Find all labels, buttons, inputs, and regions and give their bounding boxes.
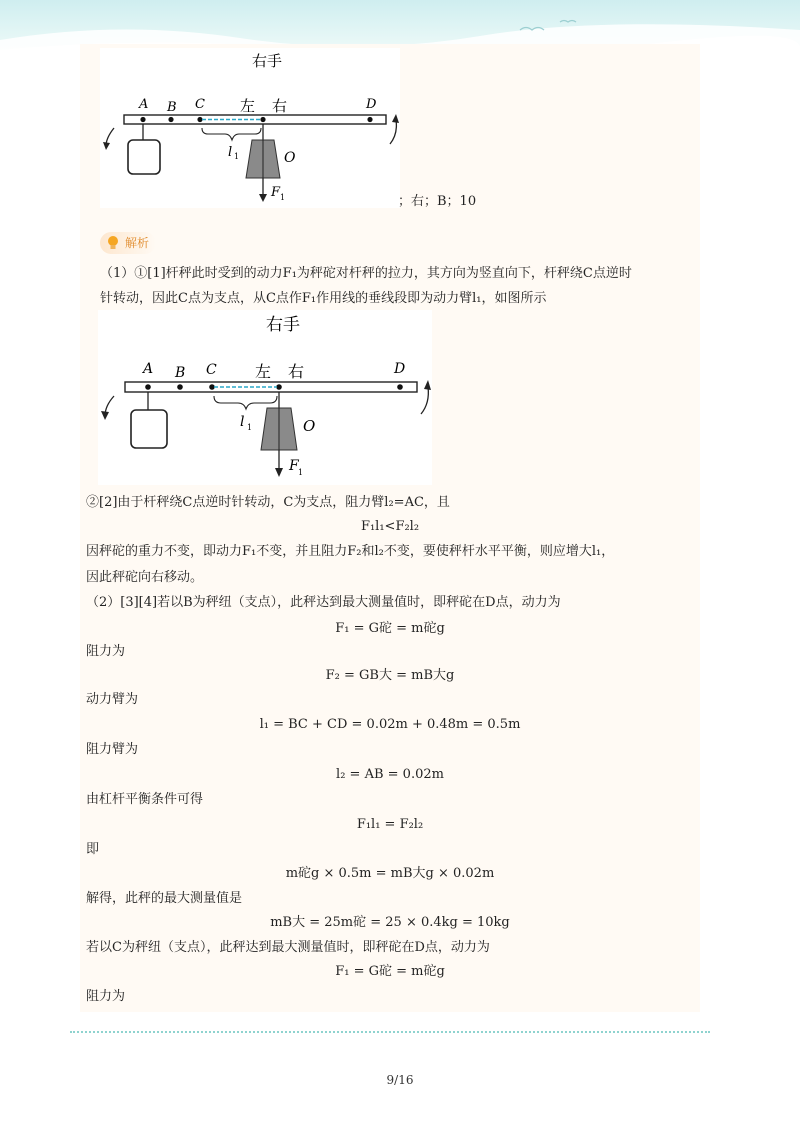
p3-eq7: mB大 = 25m砣 = 25 × 0.4kg = 10kg (270, 915, 510, 930)
label-right: 右 (288, 362, 305, 381)
point-c-dot (209, 384, 215, 390)
point-b-dot (177, 384, 183, 390)
weight-label: O (303, 417, 316, 435)
p3-line8: 若以C为秤纽（支点），此秤达到最大测量值时，即秤砣在D点，动力为 (86, 940, 490, 955)
p3-label6: 即 (86, 842, 100, 857)
label-point-a: A (139, 97, 149, 112)
arm-brace (214, 396, 277, 409)
p3-eq3: l₁ = BC + CD = 0.02m + 0.48m = 0.5m (259, 717, 521, 732)
p2-line1: ②[2]由于杆秤绕C点逆时针转动，C为支点，阻力臂l₂=AC，且 (86, 495, 450, 510)
p3-eq4: l₂ = AB = 0.02m (336, 767, 444, 782)
label-point-b: B (167, 100, 177, 115)
p3-eq1: F₁ = G砣 = m砣g (335, 621, 445, 636)
p3-label2: 阻力为 (86, 644, 126, 659)
p3-label3: 动力臂为 (86, 692, 139, 707)
answer-line: ；右；B；10 (398, 194, 477, 209)
hanging-load (128, 140, 160, 174)
force-label: F (289, 458, 299, 474)
footer-divider (70, 1031, 710, 1033)
force-arrowhead (275, 468, 283, 477)
arm-subscript: 1 (247, 423, 253, 432)
point-b-dot (168, 117, 173, 122)
point-d-dot (397, 384, 403, 390)
p3-line1: （2）[3][4]若以B为秤纽（支点），此秤达到最大测量值时，即秤砣在D点，动力为 (86, 595, 561, 610)
p3-label9: 阻力为 (86, 989, 126, 1004)
p3-label4: 阻力臂为 (86, 742, 139, 757)
p3-label7: 解得，此秤的最大测量值是 (86, 891, 243, 906)
pivot-dot (260, 117, 265, 122)
p3-eq6: m砣g × 0.5m = mB大g × 0.02m (285, 866, 495, 881)
p3-eq5: F₁l₁ = F₂l₂ (356, 817, 424, 832)
arm-label: l (240, 414, 245, 430)
point-a-dot (145, 384, 151, 390)
figure-title: 右手 (252, 52, 283, 70)
label-left: 左 (240, 97, 256, 115)
label-point-c: C (195, 97, 205, 112)
label-point-a: A (143, 361, 154, 377)
rotate-left-arrow (101, 411, 109, 420)
rotate-right-arrow (424, 380, 431, 390)
arm-subscript: 1 (234, 152, 240, 161)
p3-label5: 由杠杆平衡条件可得 (86, 792, 204, 807)
pivot-dot (276, 384, 282, 390)
arm-brace (202, 128, 261, 140)
analysis-badge (100, 232, 156, 254)
label-point-b: B (175, 365, 186, 381)
lever-figure-bottom (98, 310, 432, 485)
analysis-label: 解析 (125, 236, 150, 250)
p1-line2: 针转动，因此C点为支点，从C点作F₁作用线的垂线段即为动力臂l₁，如图所示 (100, 291, 547, 306)
page-number: 9/16 (386, 1073, 414, 1087)
lever-figure-top (100, 48, 400, 208)
label-right: 右 (272, 97, 288, 115)
figure-title: 右手 (266, 315, 300, 335)
arm-label: l (228, 145, 233, 160)
label-point-c: C (206, 362, 217, 378)
label-point-d: D (394, 361, 406, 377)
p3-eq8: F₁ = G砣 = m砣g (335, 964, 445, 979)
rotate-right-arrow (392, 114, 399, 123)
lightbulb-icon (106, 235, 120, 251)
hanging-load (131, 410, 167, 448)
rotate-left-arrow (103, 142, 110, 150)
label-point-d: D (366, 97, 377, 112)
force-subscript: 1 (298, 468, 304, 477)
force-subscript: 1 (280, 193, 286, 202)
point-a-dot (140, 117, 145, 122)
point-c-dot (197, 117, 202, 122)
label-left: 左 (255, 362, 272, 381)
weight-label: O (284, 150, 296, 166)
force-label: F (271, 185, 281, 200)
force-arrowhead (259, 194, 267, 202)
p2-line3: 因此秤砣向右移动。 (86, 570, 204, 585)
point-d-dot (367, 117, 372, 122)
p2-line2: 因秤砣的重力不变，即动力F₁不变，并且阻力F₂和l₂不变，要使秤杆水平平衡，则应增大l₁， (86, 544, 615, 559)
p2-equation: F₁l₁<F₂l₂ (360, 519, 420, 534)
p1-line1: （1）①[1]杆秤此时受到的动力F₁为秤砣对杆秤的拉力，其方向为竖直向下，杆秤绕C点逆时 (100, 266, 632, 281)
p3-eq2: F₂ = GB大 = mB大g (325, 668, 455, 683)
lever-rod (124, 115, 386, 124)
